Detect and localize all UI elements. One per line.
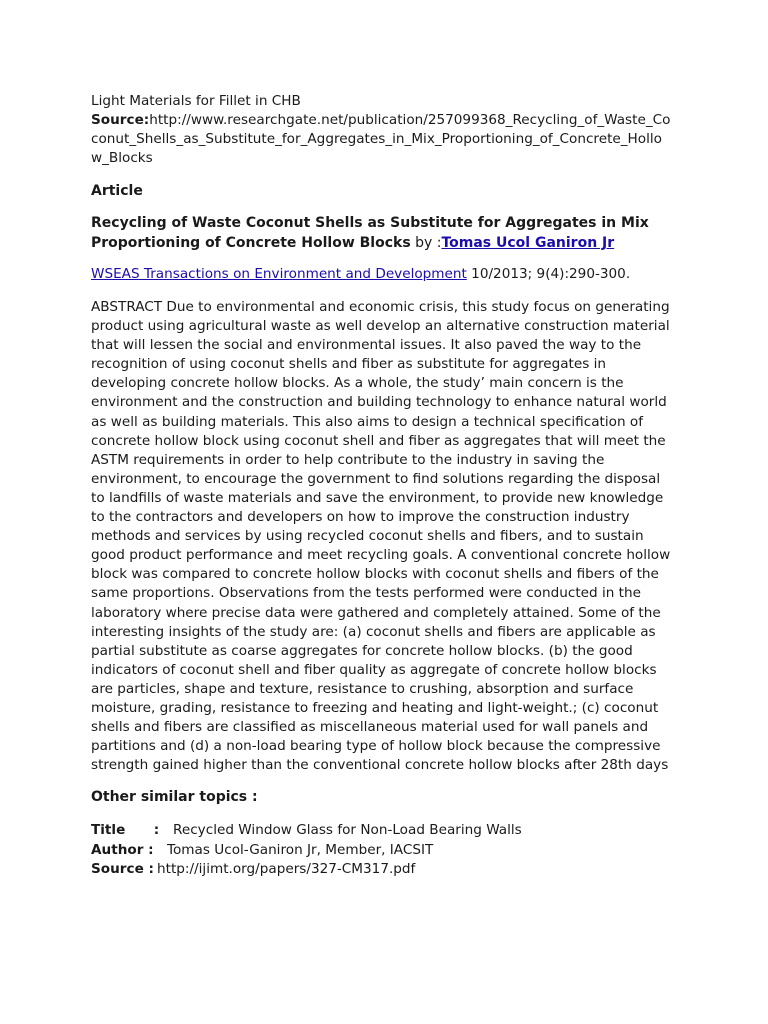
- source-label: Source:: [91, 112, 150, 128]
- related-title-row: [91, 821, 673, 841]
- article-title: Recycling of Waste Coconut Shells as Substitute for Aggregates in Mix Proportioning of Concrete Hollow Blocks: [91, 215, 649, 251]
- article-title-block: [91, 213, 673, 253]
- journal-link[interactable]: WSEAS Transactions on Environment and Development: [91, 266, 467, 282]
- journal-line: [91, 265, 673, 284]
- related-title-label: Title :: [91, 822, 160, 839]
- related-author-label: Author :: [91, 841, 154, 858]
- related-source-row: [91, 860, 673, 880]
- related-source-value: http://ijimt.org/papers/327-CM317.pdf: [157, 861, 416, 878]
- source-url: http://www.researchgate.net/publication/257099368_Recycling_of_Waste_Coconut_Shells_as_Substitute_for_Aggregates_in_Mix_Proportioning_of_Concrete_Hollow_Blocks: [91, 112, 671, 166]
- related-topic: [91, 821, 673, 880]
- article-heading: Article: [91, 183, 143, 199]
- author-link[interactable]: Tomas Ucol Ganiron Jr: [441, 235, 615, 251]
- journal-details: 10/2013; 9(4):290-300.: [466, 266, 631, 282]
- source-line: [91, 111, 673, 168]
- by-text: by :: [410, 235, 442, 251]
- document-topic-line: Light Materials for Fillet in CHB: [91, 93, 301, 109]
- related-author-row: [91, 841, 673, 861]
- related-title-value: Recycled Window Glass for Non-Load Bearing Walls: [173, 822, 522, 839]
- related-author-value: Tomas Ucol-Ganiron Jr, Member, IACSIT: [167, 841, 434, 858]
- abstract-text: ABSTRACT Due to environmental and economic crisis, this study focus on generating product using agricultural waste as well develop an alternative construction material that will lessen the social and environmental issues. It also paved the way to the recognition of using coconut shells and fiber as substitute for aggregates in developing concrete hollow blocks. As a whole, the study’ main concern is the environment and the construction and building technology to enhance natural world as well as building materials. This also aims to design a technical specification of concrete hollow block using coconut shell and fiber as aggregates that will meet the ASTM requirements in order to help contribute to the industry in saving the environment, to encourage the government to find solutions regarding the disposal to landfills of waste materials and save the environment, to provide new knowledge to the contractors and developers on how to improve the construction industry methods and services by using recycled coconut shells and fibers, and to sustain good product performance and meet recycling goals. A conventional concrete hollow block was compared to concrete hollow blocks with coconut shells and fibers of the same proportions. Observations from the tests performed were conducted in the laboratory where precise data were gathered and completely attained. Some of the interesting insights of the study are: (a) coconut shells and fibers are applicable as partial substitute as coarse aggregates for concrete hollow blocks. (b) the good indicators of coconut shell and fiber quality as aggregate of concrete hollow blocks are particles, shape and texture, resistance to crushing, absorption and surface moisture, grading, resistance to freezing and heating and light-weight.; (c) coconut shells and fibers are classified as miscellaneous material used for wall panels and partitions and (d) a non-load bearing type of hollow block because the compressive strength gained higher than the conventional concrete hollow blocks after 28th days: [91, 299, 671, 774]
- document-page: [91, 92, 673, 880]
- related-source-label: Source :: [91, 861, 154, 878]
- other-topics-heading: Other similar topics :: [91, 789, 258, 806]
